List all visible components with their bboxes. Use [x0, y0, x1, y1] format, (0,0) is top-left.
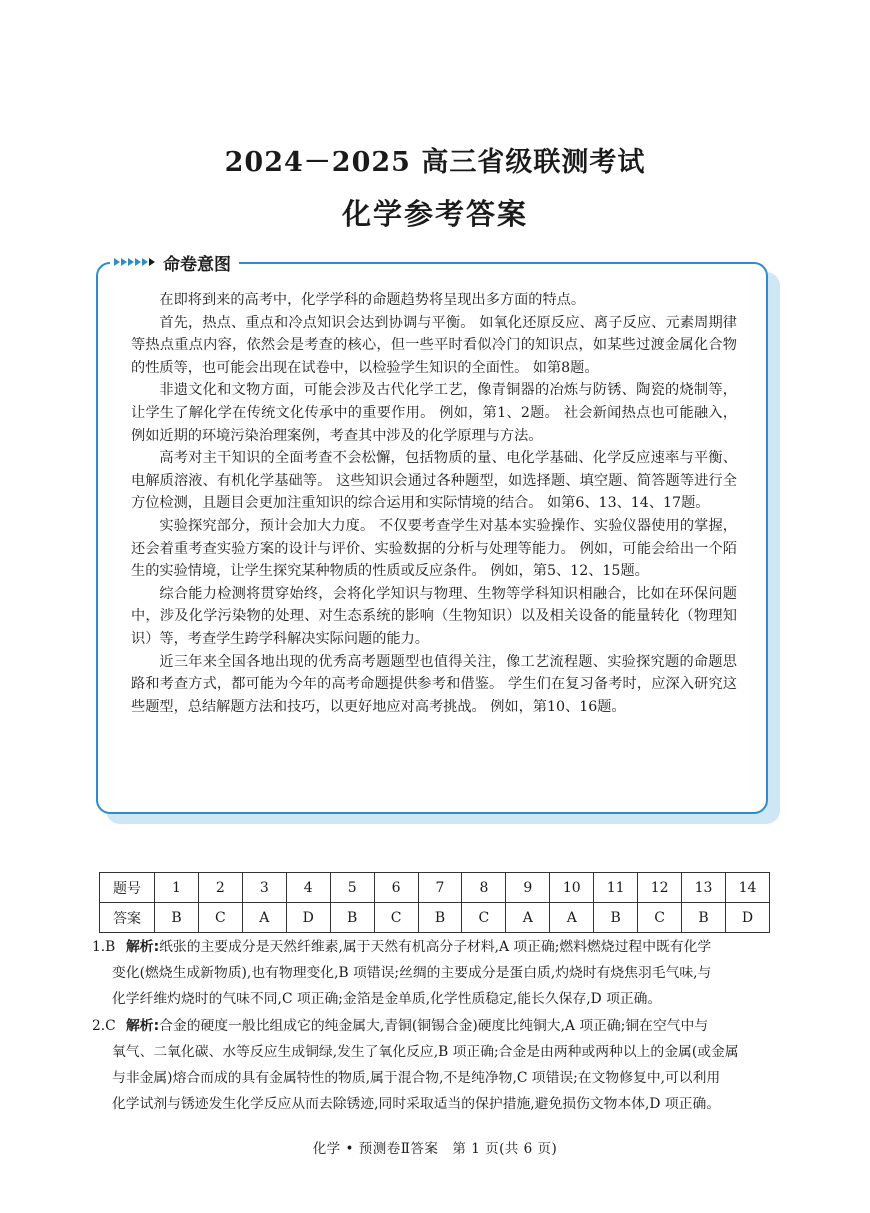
answer-cell: B [418, 903, 462, 933]
explanation-tag: 解析: [126, 1018, 160, 1034]
explanation-line [92, 934, 782, 960]
answer-cell: B [682, 903, 726, 933]
intent-body [131, 289, 737, 718]
answer-cell: A [506, 903, 550, 933]
explanation-text: 纸张的主要成分是天然纤维素,属于天然有机高分子材料,A 项正确;燃料燃烧过程中既有化学 [159, 939, 712, 955]
document-title: 2024－2025 高三省级联测考试 [224, 147, 646, 178]
intent-paragraph: 非遗文化和文物方面，可能会涉及古代化学工艺，像青铜器的冶炼与防锈、陶瓷的烧制等，让学生了解化学在传统文化传承中的重要作用。 例如，第1、2题。 社会新闻热点也可能融入，例如近期的环境污染治理案例，考查其中涉及的化学原理与方法。 [131, 382, 737, 444]
answer-cell: A [242, 903, 286, 933]
explanation-number: 2.C [92, 1018, 116, 1034]
answer-header: 答案 [100, 903, 155, 933]
question-number-cell: 14 [725, 873, 769, 903]
explanation-line: 变化(燃烧生成新物质),也有物理变化,B 项错误;丝绸的主要成分是蛋白质,灼烧时有烧焦羽毛气味,与 [112, 965, 712, 981]
question-number-cell: 5 [330, 873, 374, 903]
question-number-row [100, 873, 770, 903]
answer-cell: C [638, 903, 682, 933]
answer-cell: A [550, 903, 594, 933]
intent-paragraph: 实验探究部分，预计会加大力度。 不仅要考查学生对基本实验操作、实验仪器使用的掌握，还会着重考查实验方案的设计与评价、实验数据的分析与处理等能力。 例如，可能会给出一个陌生的实验情境，让学生探究某种物质的性质或反应条件。 例如，第5、12、15题。 [131, 517, 737, 580]
answer-cell: D [725, 903, 769, 933]
question-number-header: 题号 [100, 873, 155, 903]
question-number-cell: 8 [462, 873, 506, 903]
page-footer: 化学 • 预测卷Ⅱ答案 第 1 页(共 6 页) [312, 1141, 558, 1157]
question-number-cell: 1 [155, 873, 199, 903]
answer-cell: C [374, 903, 418, 933]
intent-label [110, 250, 239, 274]
intent-paragraph: 综合能力检测将贯穿始终，会将化学知识与物理、生物等学科知识相融合，比如在环保问题中，涉及化学污染物的处理、对生态系统的影响（生物知识）以及相关设备的能量转化（物理知识）等，考查学生跨学科解决实际问题的能力。 [131, 585, 737, 647]
document-subtitle: 化学参考答案 [341, 197, 528, 231]
explanation-line: 化学纤维灼烧时的气味不同,C 项正确;金箔是金单质,化学性质稳定,能长久保存,D 项正确。 [112, 991, 662, 1007]
answer-table [99, 872, 770, 933]
explanation-number: 1.B [92, 939, 116, 955]
explanation-line: 化学试剂与锈迹发生化学反应从而去除锈迹,同时采取适当的保护措施,避免损伤文物本体,D 项正确。 [112, 1096, 721, 1112]
question-number-cell: 3 [242, 873, 286, 903]
answer-cell: C [462, 903, 506, 933]
explanation-tag: 解析: [126, 939, 160, 955]
intent-paragraph: 近三年来全国各地出现的优秀高考题题型也值得关注，像工艺流程题、实验探究题的命题思路和考查方式，都可能为今年的高考命题提供参考和借鉴。 学生们在复习备考时，应深入研究这些题型，总结解题方法和技巧，以更好地应对高考挑战。 例如，第10、16题。 [131, 653, 737, 715]
intent-paragraph: 高考对主干知识的全面考查不会松懈，包括物质的量、电化学基础、化学反应速率与平衡、电解质溶液、有机化学基础等。 这些知识会通过各种题型，如选择题、填空题、简答题等进行全方位检测，且题目会更加注重知识的综合运用和实际情境的结合。 如第6、13、14、17题。 [131, 450, 737, 512]
intent-paragraph: 在即将到来的高考中，化学学科的命题趋势将呈现出多方面的特点。 [159, 292, 586, 308]
question-number-cell: 12 [638, 873, 682, 903]
question-number-cell: 9 [506, 873, 550, 903]
intent-paragraph: 首先，热点、重点和冷点知识会达到协调与平衡。 如氧化还原反应、离子反应、元素周期律等热点重点内容，依然会是考查的核心，但一些平时看似冷门的知识点，如某些过渡金属化合物的性质等，也可能会出现在试卷中，以检验学生知识的全面性。 如第8题。 [131, 314, 737, 376]
explanation-2 [92, 1013, 782, 1117]
explanation-line: 与非金属)熔合而成的具有金属特性的物质,属于混合物,不是纯净物,C 项错误;在文物修复中,可以利用 [112, 1070, 721, 1086]
question-number-cell: 13 [682, 873, 726, 903]
explanation-line [92, 1013, 782, 1039]
intent-title: 命卷意图 [163, 254, 231, 275]
question-number-cell: 7 [418, 873, 462, 903]
question-number-cell: 2 [198, 873, 242, 903]
answer-row [100, 903, 770, 933]
answer-cell: B [155, 903, 199, 933]
answer-cell: B [594, 903, 638, 933]
answer-cell: B [330, 903, 374, 933]
question-number-cell: 6 [374, 873, 418, 903]
question-number-cell: 10 [550, 873, 594, 903]
explanation-text: 合金的硬度一般比组成它的纯金属大,青铜(铜锡合金)硬度比纯铜大,A 项正确;铜在空气中与 [159, 1018, 709, 1034]
explanation-line: 氧气、二氧化碳、水等反应生成铜绿,发生了氧化反应,B 项正确;合金是由两种或两种以上的金属(或金属 [112, 1044, 739, 1060]
arrow-chevrons-icon [114, 258, 155, 266]
answer-cell: D [286, 903, 330, 933]
explanation-1 [92, 934, 782, 1012]
answer-cell: C [198, 903, 242, 933]
question-number-cell: 4 [286, 873, 330, 903]
question-number-cell: 11 [594, 873, 638, 903]
